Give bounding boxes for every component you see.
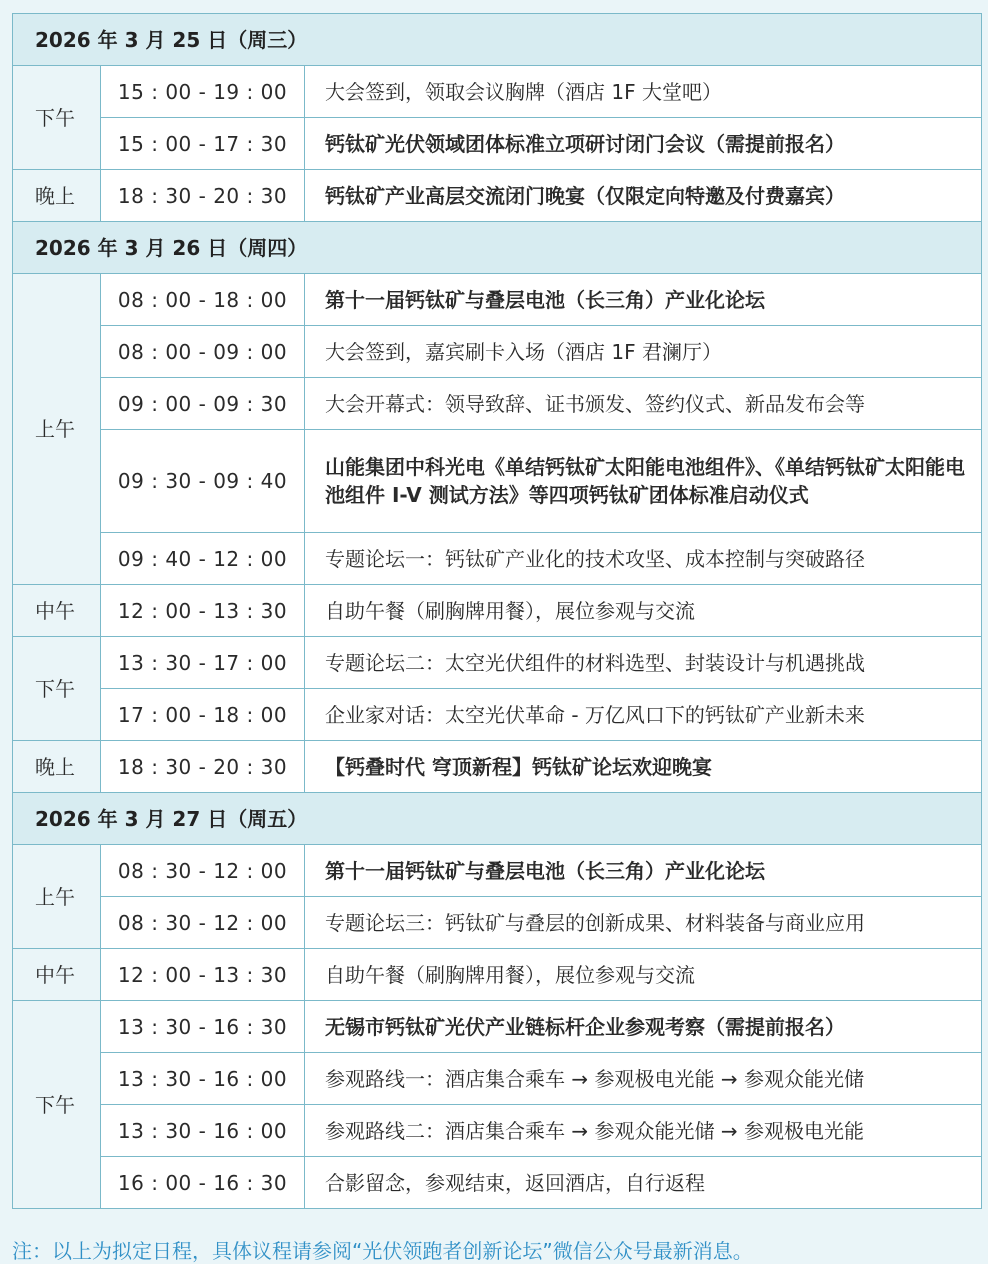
event-title: 企业家对话：太空光伏革命 - 万亿风口下的钙钛矿产业新未来 (305, 689, 982, 741)
schedule-row (13, 118, 982, 170)
period-label: 中午 (13, 585, 101, 637)
event-title: 自助午餐（刷胸牌用餐），展位参观与交流 (305, 585, 982, 637)
time-range: 09 : 30 - 09 : 40 (101, 430, 305, 533)
schedule-row (13, 170, 982, 222)
schedule-row (13, 897, 982, 949)
event-title: 参观路线二：酒店集合乘车 → 参观众能光储 → 参观极电光能 (305, 1105, 982, 1157)
event-title: 山能集团中科光电《单结钙钛矿太阳能电池组件》、《单结钙钛矿太阳能电池组件 I-V 测试方法》等四项钙钛矿团体标准启动仪式 (305, 430, 982, 533)
schedule-table (12, 13, 982, 1209)
day-header-row (13, 14, 982, 66)
period-label: 中午 (13, 949, 101, 1001)
day-header: 2026 年 3 月 26 日（周四） (13, 222, 982, 274)
period-label: 下午 (13, 1001, 101, 1209)
event-title: 无锡市钙钛矿光伏产业链标杆企业参观考察（需提前报名） (305, 1001, 982, 1053)
schedule-row (13, 1001, 982, 1053)
time-range: 09 : 00 - 09 : 30 (101, 378, 305, 430)
event-title: 专题论坛三：钙钛矿与叠层的创新成果、材料装备与商业应用 (305, 897, 982, 949)
time-range: 08 : 30 - 12 : 00 (101, 845, 305, 897)
time-range: 18 : 30 - 20 : 30 (101, 741, 305, 793)
schedule-row (13, 66, 982, 118)
schedule-row (13, 1157, 982, 1209)
period-label: 下午 (13, 66, 101, 170)
time-range: 08 : 30 - 12 : 00 (101, 897, 305, 949)
event-title: 大会签到，嘉宾刷卡入场（酒店 1F 君澜厅） (305, 326, 982, 378)
schedule-row (13, 845, 982, 897)
event-title: 专题论坛二：太空光伏组件的材料选型、封装设计与机遇挑战 (305, 637, 982, 689)
day-header-row (13, 222, 982, 274)
time-range: 12 : 00 - 13 : 30 (101, 949, 305, 1001)
day-header: 2026 年 3 月 27 日（周五） (13, 793, 982, 845)
schedule-row (13, 1053, 982, 1105)
schedule-row (13, 741, 982, 793)
time-range: 09 : 40 - 12 : 00 (101, 533, 305, 585)
period-label: 上午 (13, 845, 101, 949)
time-range: 08 : 00 - 09 : 00 (101, 326, 305, 378)
time-range: 12 : 00 - 13 : 30 (101, 585, 305, 637)
event-title: 自助午餐（刷胸牌用餐），展位参观与交流 (305, 949, 982, 1001)
event-title: 钙钛矿光伏领域团体标准立项研讨闭门会议（需提前报名） (305, 118, 982, 170)
period-label: 下午 (13, 637, 101, 741)
event-title: 参观路线一：酒店集合乘车 → 参观极电光能 → 参观众能光储 (305, 1053, 982, 1105)
time-range: 17 : 00 - 18 : 00 (101, 689, 305, 741)
time-range: 15 : 00 - 19 : 00 (101, 66, 305, 118)
time-range: 13 : 30 - 16 : 30 (101, 1001, 305, 1053)
period-label: 上午 (13, 274, 101, 585)
time-range: 18 : 30 - 20 : 30 (101, 170, 305, 222)
schedule-row (13, 274, 982, 326)
event-title: 专题论坛一：钙钛矿产业化的技术攻坚、成本控制与突破路径 (305, 533, 982, 585)
time-range: 13 : 30 - 16 : 00 (101, 1053, 305, 1105)
schedule-row (13, 949, 982, 1001)
schedule-row (13, 430, 982, 533)
time-range: 13 : 30 - 17 : 00 (101, 637, 305, 689)
event-title: 【钙叠时代 穹顶新程】钙钛矿论坛欢迎晚宴 (305, 741, 982, 793)
event-title: 第十一届钙钛矿与叠层电池（长三角）产业化论坛 (305, 274, 982, 326)
event-title: 大会开幕式：领导致辞、证书颁发、签约仪式、新品发布会等 (305, 378, 982, 430)
schedule-row (13, 533, 982, 585)
time-range: 13 : 30 - 16 : 00 (101, 1105, 305, 1157)
event-title: 第十一届钙钛矿与叠层电池（长三角）产业化论坛 (305, 845, 982, 897)
time-range: 15 : 00 - 17 : 30 (101, 118, 305, 170)
time-range: 08 : 00 - 18 : 00 (101, 274, 305, 326)
schedule-row (13, 378, 982, 430)
schedule-row (13, 326, 982, 378)
time-range: 16 : 00 - 16 : 30 (101, 1157, 305, 1209)
day-header: 2026 年 3 月 25 日（周三） (13, 14, 982, 66)
day-header-row (13, 793, 982, 845)
event-title: 大会签到，领取会议胸牌（酒店 1F 大堂吧） (305, 66, 982, 118)
period-label: 晚上 (13, 741, 101, 793)
schedule-row (13, 637, 982, 689)
period-label: 晚上 (13, 170, 101, 222)
footnote: 注：以上为拟定日程，具体议程请参阅“光伏领跑者创新论坛”微信公众号最新消息。 (12, 1239, 753, 1263)
event-title: 合影留念，参观结束，返回酒店，自行返程 (305, 1157, 982, 1209)
schedule-row (13, 585, 982, 637)
event-title: 钙钛矿产业高层交流闭门晚宴（仅限定向特邀及付费嘉宾） (305, 170, 982, 222)
schedule-row (13, 689, 982, 741)
schedule-row (13, 1105, 982, 1157)
